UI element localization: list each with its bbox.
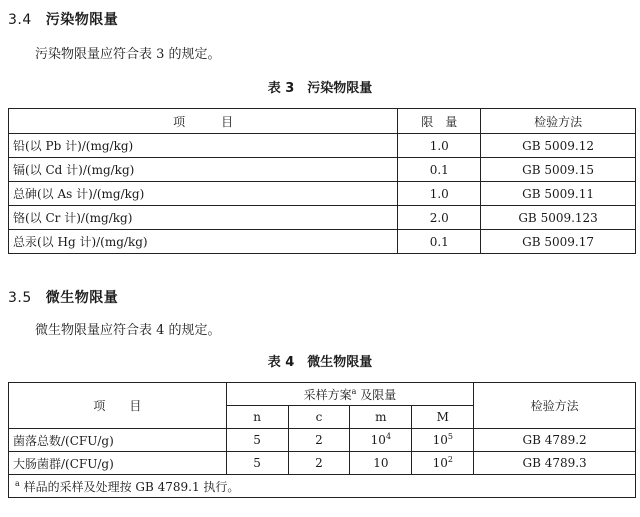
table-row xyxy=(9,182,636,206)
method-cell: GB 4789.2 xyxy=(474,429,636,452)
header-c: c xyxy=(288,406,350,429)
section-number: 3.4 xyxy=(8,12,32,28)
m-cell xyxy=(350,429,412,452)
M-base: 10 xyxy=(432,456,448,470)
table-4-caption: 表 4 微生物限量 xyxy=(267,355,373,370)
section-3-4-text: 污染物限量应符合表 3 的规定。 xyxy=(35,47,221,62)
section-title: 微生物限量 xyxy=(45,290,119,306)
header-m: m xyxy=(350,406,412,429)
section-3-4-heading xyxy=(8,9,118,29)
footnote-text: 样品的采样及处理按 GB 4789.1 执行。 xyxy=(19,479,240,494)
footnote-marker: a xyxy=(351,386,357,396)
header-sampling-plan-label: 采样方案 xyxy=(303,387,352,402)
table-3-pollutant-limits xyxy=(8,108,636,254)
item-cell: 菌落总数/(CFU/g) xyxy=(9,429,227,452)
header-sampling-plan-tail: 及限量 xyxy=(356,387,397,402)
header-sampling-plan xyxy=(226,383,474,406)
method-cell: GB 5009.123 xyxy=(481,206,636,230)
m-exponent: 4 xyxy=(385,432,392,441)
header-method: 检验方法 xyxy=(474,383,636,429)
table-4-microbial-limits xyxy=(8,382,636,498)
header-item: 项 目 xyxy=(9,383,227,429)
table-row xyxy=(9,429,636,452)
section-number: 3.5 xyxy=(8,290,32,306)
c-cell: 2 xyxy=(288,429,350,452)
table-footnote xyxy=(9,475,636,498)
header-method: 检验方法 xyxy=(481,109,636,134)
header-limit: 限 量 xyxy=(398,109,481,134)
method-cell: GB 4789.3 xyxy=(474,452,636,475)
n-cell: 5 xyxy=(226,452,288,475)
table-row xyxy=(9,452,636,475)
section-3-5-text: 微生物限量应符合表 4 的规定。 xyxy=(35,323,221,338)
table-row xyxy=(9,134,636,158)
item-cell: 总砷(以 As 计)/(mg/kg) xyxy=(9,182,398,206)
limit-cell: 0.1 xyxy=(398,230,481,254)
footnote-marker: a xyxy=(15,478,20,488)
item-cell: 铅(以 Pb 计)/(mg/kg) xyxy=(9,134,398,158)
m-base: 10 xyxy=(370,433,386,447)
M-exponent: 5 xyxy=(447,432,453,441)
M-exponent: 2 xyxy=(447,455,453,464)
limit-cell: 1.0 xyxy=(398,134,481,158)
header-M: M xyxy=(412,406,474,429)
M-cell xyxy=(412,429,474,452)
M-base: 10 xyxy=(432,433,448,447)
limit-cell: 1.0 xyxy=(398,182,481,206)
M-cell xyxy=(412,452,474,475)
header-item: 项 目 xyxy=(9,109,398,134)
section-3-5-heading xyxy=(8,287,118,307)
table-3-caption: 表 3 污染物限量 xyxy=(267,81,373,96)
method-cell: GB 5009.17 xyxy=(481,230,636,254)
n-cell: 5 xyxy=(226,429,288,452)
item-cell: 总汞(以 Hg 计)/(mg/kg) xyxy=(9,230,398,254)
item-cell: 铬(以 Cr 计)/(mg/kg) xyxy=(9,206,398,230)
table-row xyxy=(9,158,636,182)
table-row xyxy=(9,230,636,254)
limit-cell: 0.1 xyxy=(398,158,481,182)
item-cell: 镉(以 Cd 计)/(mg/kg) xyxy=(9,158,398,182)
table-row xyxy=(9,206,636,230)
section-title: 污染物限量 xyxy=(45,12,119,28)
limit-cell: 2.0 xyxy=(398,206,481,230)
item-cell: 大肠菌群/(CFU/g) xyxy=(9,452,227,475)
m-cell: 10 xyxy=(350,452,412,475)
method-cell: GB 5009.15 xyxy=(481,158,636,182)
method-cell: GB 5009.11 xyxy=(481,182,636,206)
method-cell: GB 5009.12 xyxy=(481,134,636,158)
header-n: n xyxy=(226,406,288,429)
c-cell: 2 xyxy=(288,452,350,475)
